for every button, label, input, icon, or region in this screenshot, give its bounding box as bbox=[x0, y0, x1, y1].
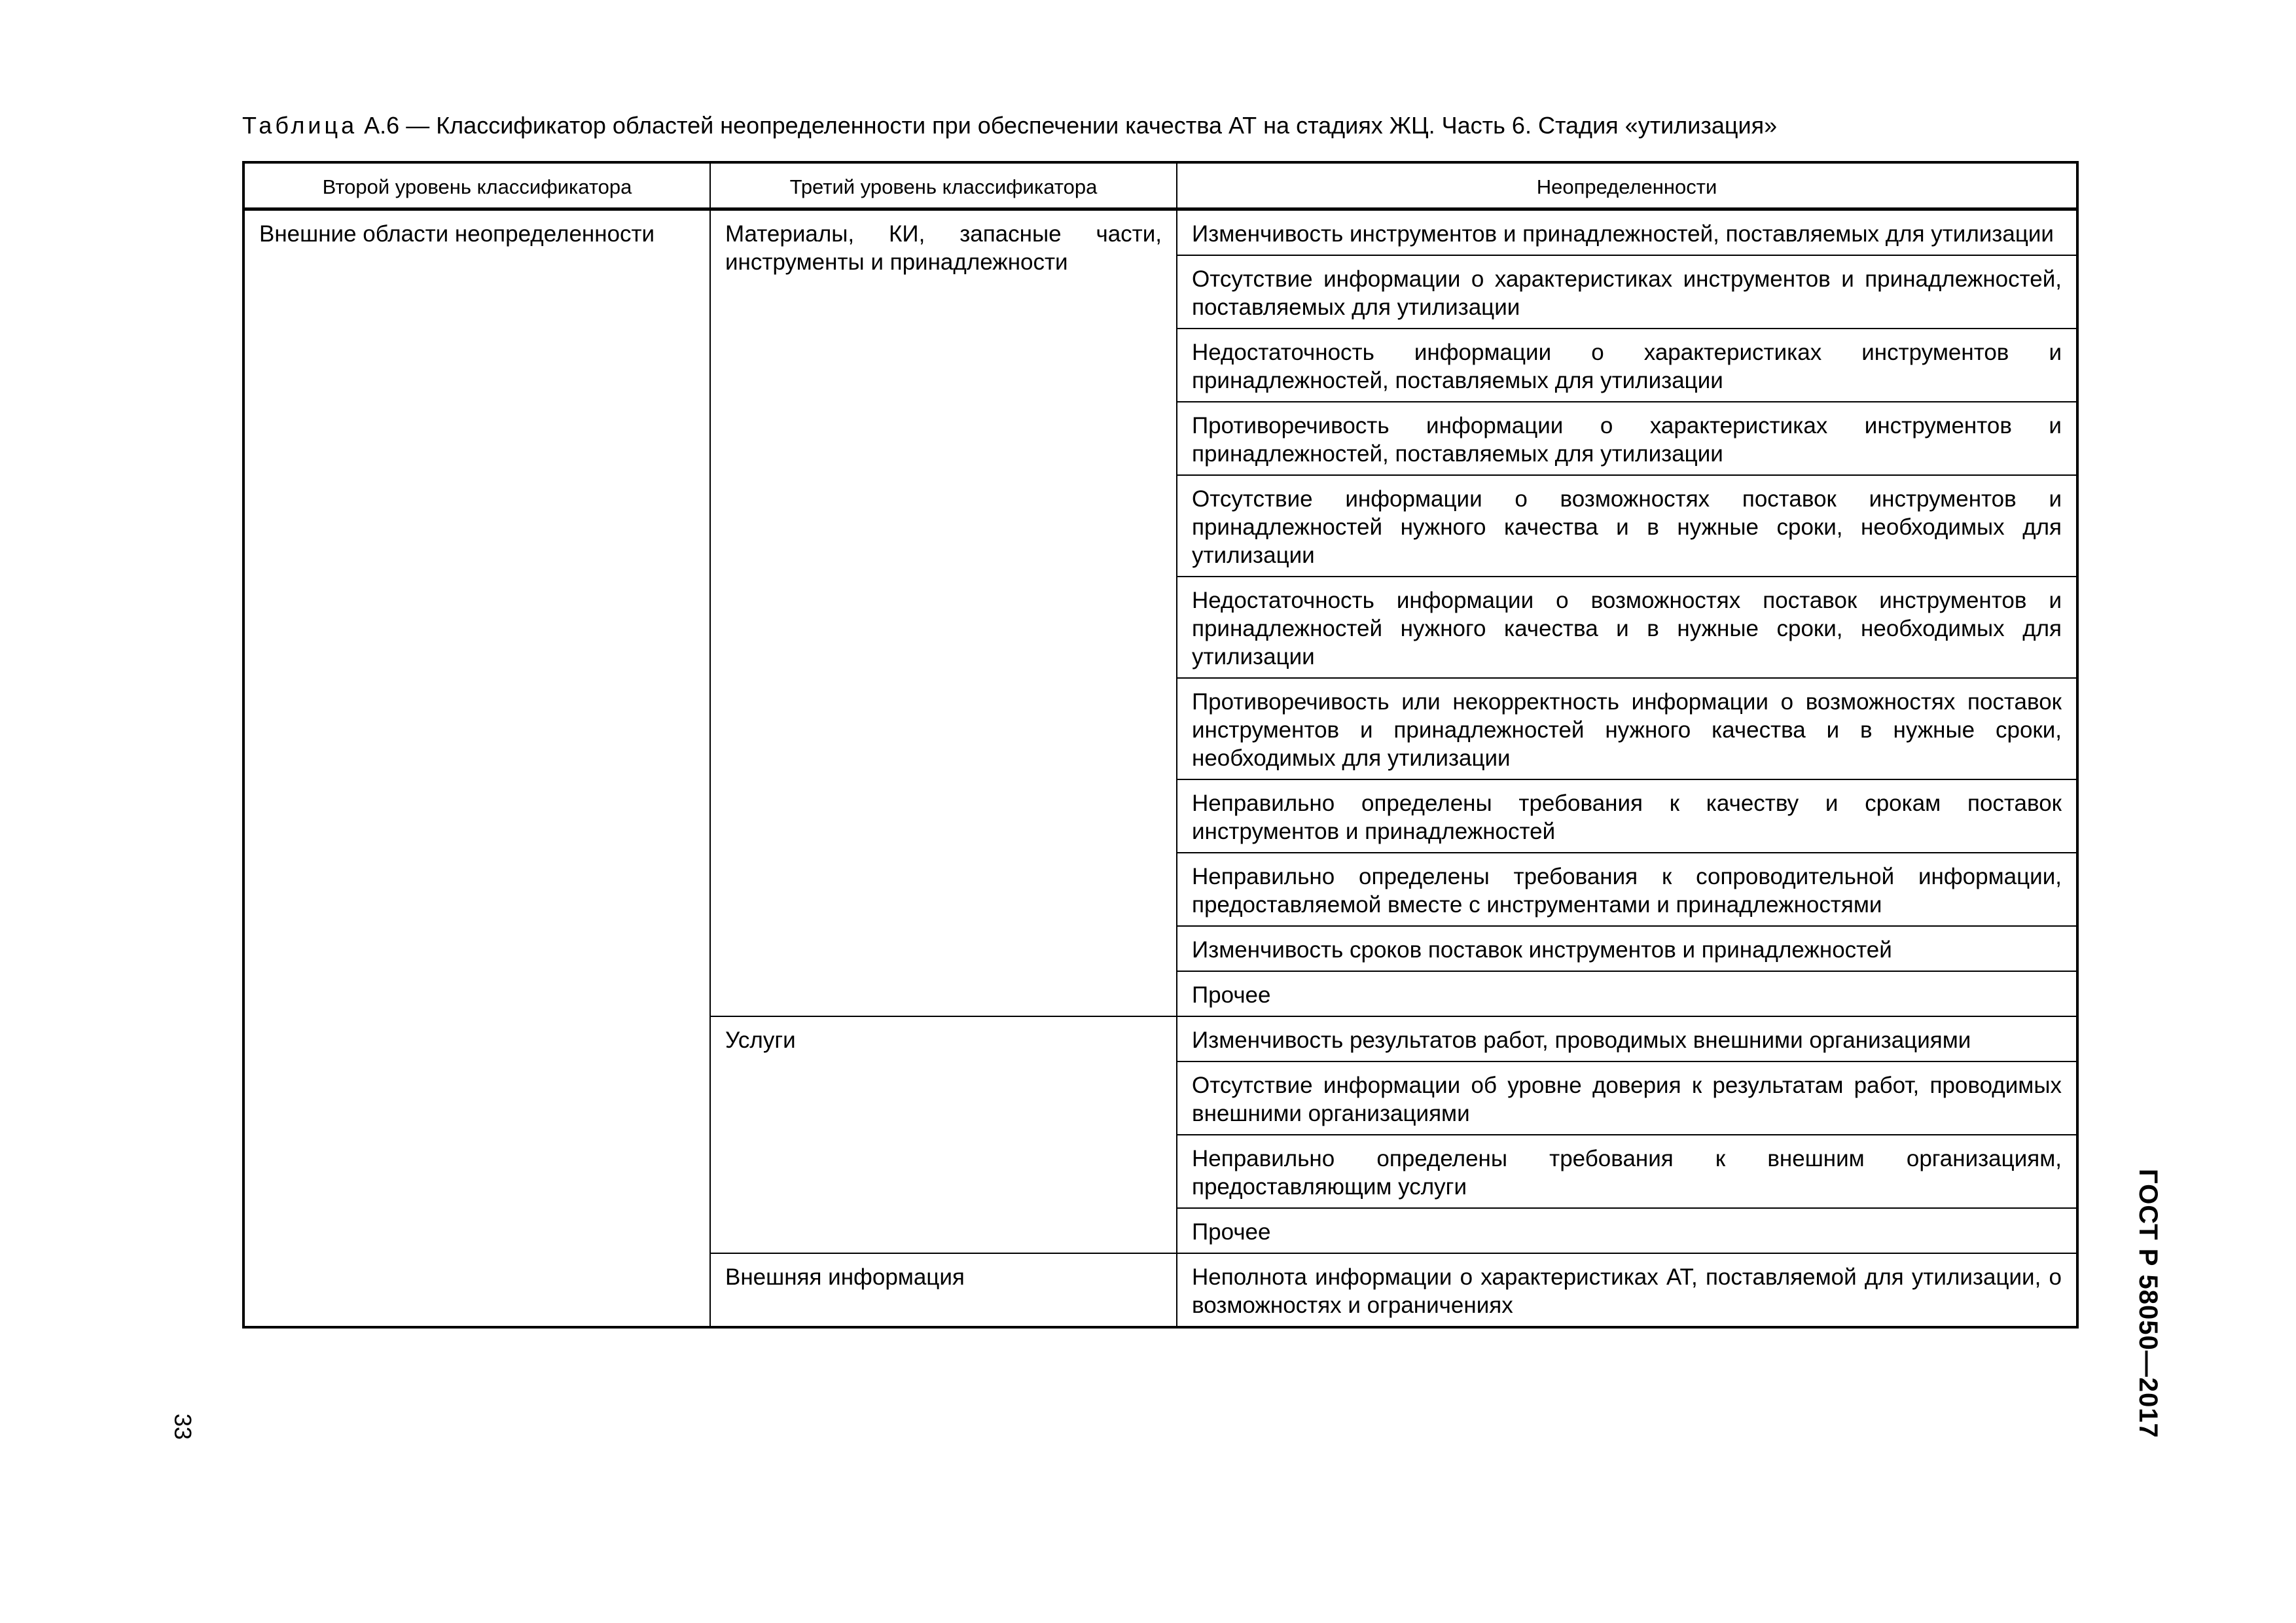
uncertainty-cell: Отсутствие информации об уровне доверия к результатам работ, проводимых внешними организациями bbox=[1177, 1061, 2077, 1135]
caption-prefix: Таблица bbox=[242, 112, 358, 139]
classifier-table bbox=[242, 161, 2079, 1329]
level3-cell: Услуги bbox=[710, 1016, 1177, 1253]
uncertainty-cell: Неполнота информации о характеристиках АТ, поставляемой для утилизации, о возможностях и ограничениях bbox=[1177, 1253, 2077, 1327]
uncertainty-cell: Изменчивость сроков поставок инструментов и принадлежностей bbox=[1177, 926, 2077, 971]
document-code: ГОСТ Р 58050—2017 bbox=[2134, 1169, 2162, 1438]
level3-cell: Внешняя информация bbox=[710, 1253, 1177, 1327]
uncertainty-cell: Противоречивость информации о характеристиках инструментов и принадлежностей, поставляемых для утилизации bbox=[1177, 402, 2077, 475]
uncertainty-cell: Неправильно определены требования к сопроводительной информации, предоставляемой вместе с инструментами и принадлежностями bbox=[1177, 853, 2077, 926]
uncertainty-cell: Изменчивость результатов работ, проводимых внешними организациями bbox=[1177, 1016, 2077, 1061]
level2-cell: Внешние области неопределенности bbox=[243, 209, 710, 1328]
uncertainty-cell: Отсутствие информации о характеристиках инструментов и принадлежностей, поставляемых для утилизации bbox=[1177, 255, 2077, 329]
table-caption bbox=[242, 111, 1777, 140]
uncertainty-cell: Прочее bbox=[1177, 1208, 2077, 1253]
caption-text: А.6 — Классификатор областей неопределенности при обеспечении качества АТ на стадиях ЖЦ. Часть 6. Стадия «утилизация» bbox=[357, 112, 1778, 139]
uncertainty-cell: Недостаточность информации о возможностях поставок инструментов и принадлежностей нужного качества и в нужные сроки, необходимых для утилизации bbox=[1177, 577, 2077, 678]
table-row bbox=[243, 209, 2077, 256]
uncertainty-cell: Отсутствие информации о возможностях поставок инструментов и принадлежностей нужного качества и в нужные сроки, необходимых для утилизации bbox=[1177, 475, 2077, 577]
level3-cell: Материалы, КИ, запасные части, инструменты и принадлежности bbox=[710, 209, 1177, 1017]
header-row bbox=[243, 162, 2077, 209]
uncertainty-cell: Неправильно определены требования к качеству и срокам поставок инструментов и принадлежностей bbox=[1177, 779, 2077, 853]
header-uncertainties: Неопределенности bbox=[1177, 162, 2077, 209]
uncertainty-cell: Противоречивость или некорректность информации о возможностях поставок инструментов и принадлежностей нужного качества и в нужные сроки, необходимых для утилизации bbox=[1177, 678, 2077, 779]
uncertainty-cell: Неправильно определены требования к внешним организациям, предоставляющим услуги bbox=[1177, 1135, 2077, 1208]
uncertainty-cell: Недостаточность информации о характеристиках инструментов и принадлежностей, поставляемых для утилизации bbox=[1177, 329, 2077, 402]
page-number: 33 bbox=[170, 1414, 196, 1440]
header-level2: Второй уровень классификатора bbox=[243, 162, 710, 209]
header-level3: Третий уровень классификатора bbox=[710, 162, 1177, 209]
uncertainty-cell: Прочее bbox=[1177, 971, 2077, 1016]
uncertainty-cell: Изменчивость инструментов и принадлежностей, поставляемых для утилизации bbox=[1177, 209, 2077, 256]
